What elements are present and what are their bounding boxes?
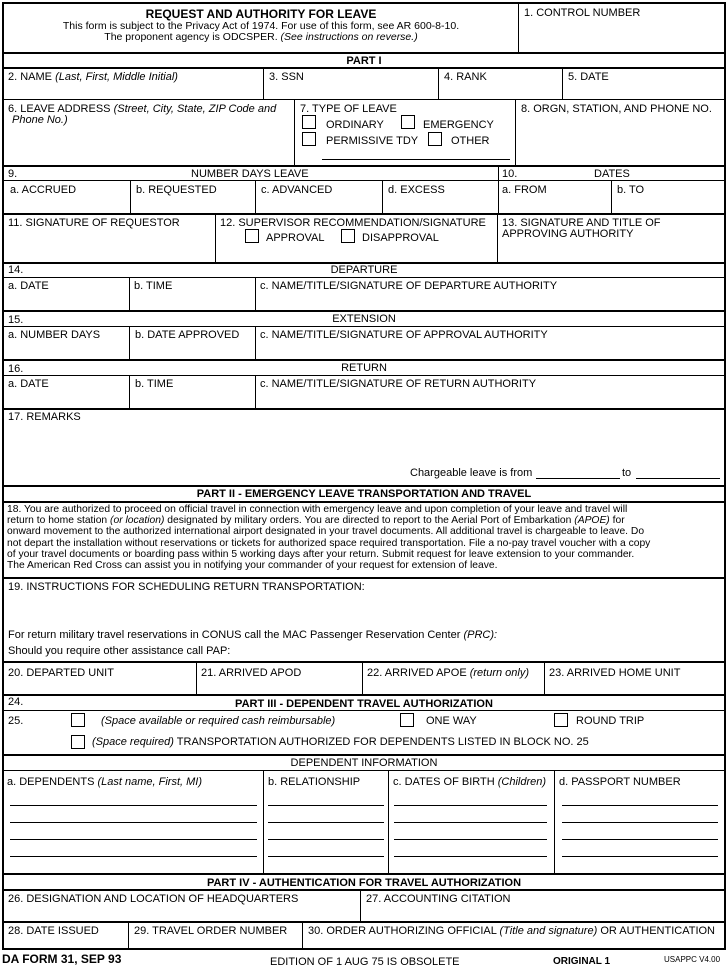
version-note: USAPPC V4.00 — [664, 955, 721, 964]
orgn-label: 8. ORGN, STATION, AND PHONE NO. — [521, 103, 712, 115]
disapproval-label: DISAPPROVAL — [362, 232, 439, 244]
requested-label: b. REQUESTED — [136, 184, 217, 196]
disapproval-checkbox[interactable] — [341, 229, 355, 243]
round-trip-label: ROUND TRIP — [576, 715, 645, 727]
approving-authority-label: 13. SIGNATURE AND TITLE OF — [502, 217, 661, 229]
passport-line[interactable] — [562, 822, 718, 823]
dates-label: DATES — [594, 168, 630, 180]
relationship-label: b. RELATIONSHIP — [268, 776, 361, 788]
arrived-apod-label: 21. ARRIVED APOD — [201, 667, 302, 679]
travel-order-number-label: 29. TRAVEL ORDER NUMBER — [134, 925, 288, 937]
return-date-field[interactable] — [4, 390, 129, 406]
dependent-name-line[interactable] — [10, 805, 257, 806]
space-required-checkbox[interactable] — [71, 735, 85, 749]
from-date-field[interactable] — [499, 196, 611, 212]
block14-number: 14. — [8, 264, 24, 276]
block18-line-4: not depart the installation without reservations or tickets for authorized space required transportation. File a no-pay travel voucher with a copy — [7, 537, 651, 549]
name-label: 2. NAME (Last, First, Middle Initial) — [8, 71, 178, 83]
proponent-line — [4, 31, 518, 43]
leave-address-label: 6. LEAVE ADDRESS (Street, City, State, ZIP Code and — [8, 103, 277, 115]
chargeable-to-line[interactable] — [636, 478, 720, 479]
departure-heading: DEPARTURE — [330, 264, 398, 276]
dependents-label: a. DEPENDENTS (Last name, First, MI) — [7, 776, 203, 788]
to-date-field[interactable] — [612, 196, 724, 212]
leave-form — [2, 2, 726, 950]
block24-number: 24. — [8, 696, 24, 708]
return-authority-field[interactable] — [256, 390, 724, 406]
dependent-name-line[interactable] — [10, 856, 257, 857]
original-copy: ORIGINAL 1 — [553, 956, 611, 967]
headquarters-label: 26. DESIGNATION AND LOCATION OF HEADQUARTERS — [8, 893, 299, 905]
ssn-field[interactable] — [264, 68, 438, 98]
leave-address-hint: Phone No.) — [12, 114, 68, 126]
departed-unit-field[interactable] — [4, 680, 196, 694]
type-of-leave-label: 7. TYPE OF LEAVE — [300, 103, 397, 115]
passport-line[interactable] — [562, 839, 718, 840]
return-heading: RETURN — [341, 362, 387, 374]
rank-label: 4. RANK — [444, 71, 487, 83]
block25-number: 25. — [8, 715, 24, 727]
departure-time-label: b. TIME — [134, 280, 173, 292]
order-authorizing-label: 30. ORDER AUTHORIZING OFFICIAL (Title and signature) OR AUTHENTICATION — [308, 925, 716, 937]
passport-number-label: d. PASSPORT NUMBER — [559, 776, 681, 788]
emergency-checkbox[interactable] — [401, 115, 415, 129]
block18-line-5: of your travel documents or boarding pass within 5 working days after your return. Submit request for leave extension to your commander. — [7, 548, 635, 560]
arrived-apoe-label: 22. ARRIVED APOE (return only) — [367, 667, 530, 679]
requestor-signature-field[interactable] — [4, 230, 215, 262]
relationship-line[interactable] — [268, 822, 384, 823]
dependent-name-line[interactable] — [10, 839, 257, 840]
proponent-text: The proponent agency is ODCSPER. — [104, 31, 278, 43]
ordinary-label: ORDINARY — [326, 119, 384, 131]
orgn-field[interactable] — [516, 116, 724, 164]
dependent-info-heading: DEPENDENT INFORMATION — [290, 757, 438, 769]
date-issued-label: 28. DATE ISSUED — [8, 925, 99, 937]
control-number-label: 1. CONTROL NUMBER — [524, 7, 641, 19]
departure-authority-field[interactable] — [256, 292, 724, 308]
permissive-tdy-label: PERMISSIVE TDY — [326, 135, 419, 147]
extension-approved-label: b. DATE APPROVED — [135, 329, 240, 341]
approval-label: APPROVAL — [266, 232, 325, 244]
other-checkbox[interactable] — [428, 132, 442, 146]
date-label: 5. DATE — [568, 71, 609, 83]
arrived-home-unit-label: 23. ARRIVED HOME UNIT — [549, 667, 681, 679]
space-available-checkbox[interactable] — [71, 713, 85, 727]
extension-authority-label: c. NAME/TITLE/SIGNATURE OF APPROVAL AUTHORITY — [260, 329, 548, 341]
excess-field[interactable] — [383, 196, 498, 212]
accounting-citation-field[interactable] — [361, 906, 724, 920]
extension-heading: EXTENSION — [332, 313, 396, 325]
one-way-checkbox[interactable] — [400, 713, 414, 727]
return-time-label: b. TIME — [135, 378, 174, 390]
return-date-label: a. DATE — [8, 378, 49, 390]
ssn-label: 3. SSN — [269, 71, 304, 83]
departure-date-field[interactable] — [4, 292, 129, 308]
requestor-signature-label: 11. SIGNATURE OF REQUESTOR — [8, 217, 180, 229]
to-label: b. TO — [617, 184, 645, 196]
ordinary-checkbox[interactable] — [302, 115, 316, 129]
block16-number: 16. — [8, 363, 24, 375]
control-number-field[interactable] — [519, 18, 724, 50]
remarks-label: 17. REMARKS — [8, 411, 81, 423]
extension-days-label: a. NUMBER DAYS — [8, 329, 101, 341]
round-trip-checkbox[interactable] — [554, 713, 568, 727]
dates-of-birth-label: c. DATES OF BIRTH (Children) — [393, 776, 547, 788]
chargeable-to-label: to — [622, 467, 632, 479]
leave-address-field[interactable] — [4, 126, 294, 164]
other-specify-line[interactable] — [322, 159, 510, 160]
pap-instructions: Should you require other assistance call PAP: — [8, 645, 231, 657]
return-transport-instructions-field[interactable] — [4, 594, 724, 626]
birth-date-line[interactable] — [394, 839, 547, 840]
birth-date-line[interactable] — [394, 805, 547, 806]
part1-title: PART I — [346, 55, 382, 67]
departure-time-field[interactable] — [130, 292, 255, 308]
part3-title: PART III - DEPENDENT TRAVEL AUTHORIZATION — [235, 698, 493, 710]
emergency-label: EMERGENCY — [423, 119, 494, 131]
approval-checkbox[interactable] — [245, 229, 259, 243]
from-label: a. FROM — [502, 184, 547, 196]
instructions-note: (See instructions on reverse.) — [280, 31, 418, 43]
return-authority-label: c. NAME/TITLE/SIGNATURE OF RETURN AUTHORITY — [260, 378, 537, 390]
permissive-tdy-checkbox[interactable] — [302, 132, 316, 146]
relationship-line[interactable] — [268, 839, 384, 840]
form-header — [4, 4, 518, 52]
relationship-line[interactable] — [268, 805, 384, 806]
relationship-line[interactable] — [268, 856, 384, 857]
passport-line[interactable] — [562, 805, 718, 806]
accrued-label: a. ACCRUED — [10, 184, 77, 196]
privacy-notice: This form is subject to the Privacy Act of 1974. For use of this form, see AR 600-8-10. — [62, 20, 460, 32]
block18-text — [7, 504, 725, 571]
arrived-home-unit-field[interactable] — [545, 680, 724, 694]
extension-approved-field[interactable] — [130, 341, 255, 357]
supervisor-label: 12. SUPERVISOR RECOMMENDATION/SIGNATURE — [220, 217, 486, 229]
block15-number: 15. — [8, 314, 24, 326]
block9-number: 9. — [8, 168, 18, 180]
block18-line-3: onward movement to the authorized international airport designated in your travel documents. All additional travel is chargeable to leave. Do — [7, 526, 645, 538]
approving-authority-label-2: APPROVING AUTHORITY — [502, 228, 634, 240]
form-title: REQUEST AND AUTHORITY FOR LEAVE — [145, 7, 377, 21]
advanced-label: c. ADVANCED — [261, 184, 333, 196]
headquarters-field[interactable] — [4, 906, 360, 920]
name-field[interactable] — [4, 68, 263, 98]
passport-line[interactable] — [562, 856, 718, 857]
chargeable-leave-label: Chargeable leave is from — [410, 467, 533, 479]
date-field[interactable] — [563, 68, 724, 98]
departed-unit-label: 20. DEPARTED UNIT — [8, 667, 114, 679]
departure-date-label: a. DATE — [8, 280, 49, 292]
space-required-label: (Space required) TRANSPORTATION AUTHORIZED FOR DEPENDENTS LISTED IN BLOCK NO. 25 — [92, 736, 589, 748]
accounting-citation-label: 27. ACCOUNTING CITATION — [366, 893, 511, 905]
accrued-field[interactable] — [4, 196, 130, 212]
block10-number: 10. — [502, 168, 518, 180]
number-days-leave-label: NUMBER DAYS LEAVE — [191, 168, 309, 180]
block18-line-1: 18. You are authorized to proceed on official travel in connection with emergency leave and upon completion of your leave and travel will — [7, 504, 628, 515]
other-label: OTHER — [451, 135, 490, 147]
departure-authority-label: c. NAME/TITLE/SIGNATURE OF DEPARTURE AUTHORITY — [260, 280, 558, 292]
return-time-field[interactable] — [130, 390, 255, 406]
remarks-field[interactable] — [4, 424, 724, 464]
form-number: DA FORM 31, SEP 93 — [2, 952, 122, 966]
edition-note: EDITION OF 1 AUG 75 IS OBSOLETE — [270, 956, 460, 968]
block18-line-6: The American Red Cross can assist you in notifying your commander of your request for extension of leave. — [7, 560, 498, 572]
rank-field[interactable] — [439, 68, 562, 98]
birth-date-line[interactable] — [394, 856, 547, 857]
order-authorizing-field[interactable] — [303, 936, 724, 948]
space-available-label: (Space available or required cash reimbursable) — [101, 715, 336, 727]
block18-line-2: return to home station (or location) designated by military orders. You are directed to report to the Aerial Port of Embarkation (APOE) for — [7, 515, 625, 527]
date-issued-field[interactable] — [4, 936, 128, 948]
extension-authority-field[interactable] — [256, 341, 724, 357]
travel-order-number-field[interactable] — [129, 936, 302, 948]
arrived-apod-field[interactable] — [197, 680, 362, 694]
one-way-label: ONE WAY — [426, 715, 477, 727]
requested-field[interactable] — [131, 196, 255, 212]
block19-label: 19. INSTRUCTIONS FOR SCHEDULING RETURN TRANSPORTATION: — [8, 581, 365, 593]
conus-instructions: For return military travel reservations in CONUS call the MAC Passenger Reservation Center (PRC): — [8, 629, 498, 641]
approving-authority-field[interactable] — [498, 240, 724, 262]
extension-days-field[interactable] — [4, 341, 129, 357]
excess-label: d. EXCESS — [388, 184, 445, 196]
birth-date-line[interactable] — [394, 822, 547, 823]
arrived-apoe-field[interactable] — [363, 680, 544, 694]
part2-title: PART II - EMERGENCY LEAVE TRANSPORTATION AND TRAVEL — [196, 488, 532, 500]
part4-title: PART IV - AUTHENTICATION FOR TRAVEL AUTHORIZATION — [206, 877, 522, 889]
chargeable-from-line[interactable] — [536, 478, 620, 479]
dependent-name-line[interactable] — [10, 822, 257, 823]
advanced-field[interactable] — [256, 196, 382, 212]
